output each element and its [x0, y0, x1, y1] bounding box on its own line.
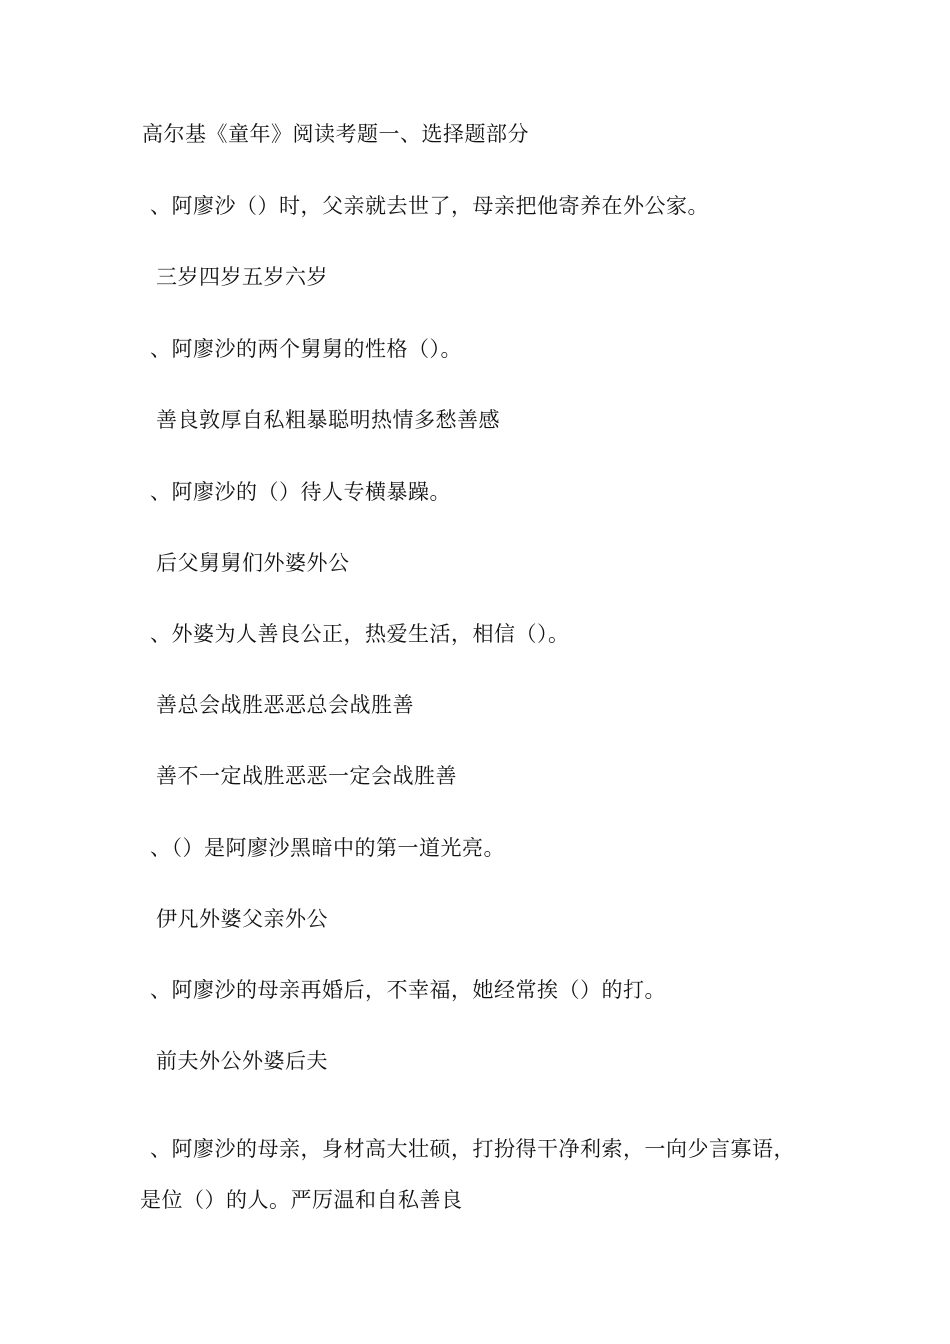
question-7-continued: 是位（）的人。严厉温和自私善良 — [140, 1188, 463, 1212]
question-4-option-line-2: 善不一定战胜恶恶一定会战胜善 — [156, 764, 457, 788]
question-7: 、阿廖沙的母亲，身材高大壮硕，打扮得干净利索，一向少言寡语， — [150, 1137, 795, 1161]
question-3: 、阿廖沙的（）待人专横暴躁。 — [150, 480, 451, 504]
question-5: 、（）是阿廖沙黑暗中的第一道光亮。 — [150, 836, 505, 860]
question-1-options: 三岁四岁五岁六岁 — [156, 265, 328, 289]
question-2-options: 善良敦厚自私粗暴聪明热情多愁善感 — [156, 408, 500, 432]
question-2: 、阿廖沙的两个舅舅的性格（）。 — [150, 337, 462, 361]
question-4-option-line-1: 善总会战胜恶恶总会战胜善 — [156, 693, 414, 717]
question-4: 、外婆为人善良公正，热爱生活，相信（）。 — [150, 622, 570, 646]
question-6-options: 前夫外公外婆后夫 — [156, 1049, 328, 1073]
question-5-options: 伊凡外婆父亲外公 — [156, 907, 328, 931]
document-title: 高尔基《童年》阅读考题一、选择题部分 — [142, 122, 529, 146]
question-6: 、阿廖沙的母亲再婚后，不幸福，她经常挨（）的打。 — [150, 978, 666, 1002]
question-1: 、阿廖沙（）时，父亲就去世了，母亲把他寄养在外公家。 — [150, 194, 709, 218]
question-3-options: 后父舅舅们外婆外公 — [156, 551, 350, 575]
